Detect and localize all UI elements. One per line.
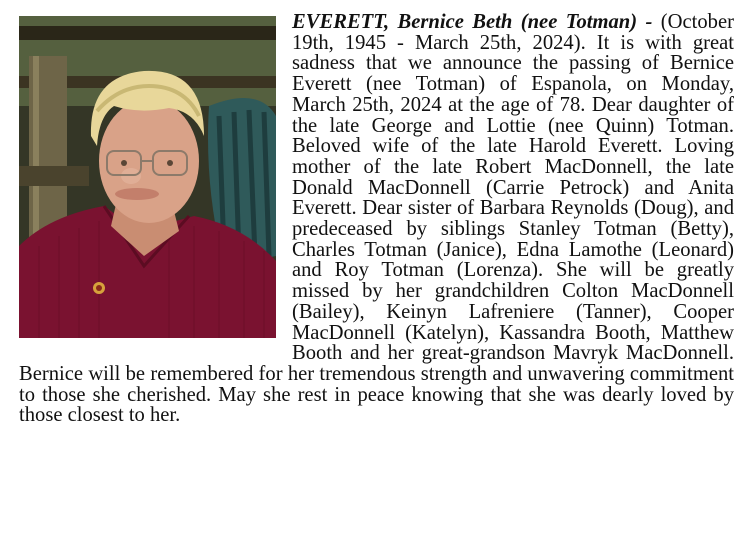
portrait-illustration xyxy=(19,16,276,338)
portrait-photo xyxy=(19,16,276,338)
obituary-body: (October 19th, 1945 - March 25th, 2024). It is with great sadness that we announce the passing of Bernice Everett (nee Totman) of Espanola, on Monday, March 25th, 2024 at the age of 78. Dear daughter of the late George and Lottie (nee Quinn) Totman. Beloved wife of the late Harold Everett. Loving mother of the late Robert MacDonnell, the late Donald MacDonnell (Carrie Petrock) and Anita Everett. Dear sister of Barbara Reynolds (Doug), and predeceased by siblings Stanley Totman (Betty), Charles Totman (Janice), Edna Lamothe (Leonard) and Roy Totman (Lorenza). She will be greatly missed by her grandchildren Colton MacDonnell (Bailey), Keinyn Lafreniere (Tanner), Cooper MacDonnell (Katelyn), Kassandra Booth, Matthew Booth and her great-grandson Mavryk MacDonnell. Bernice will be remembered for her tremendous strength and unwavering commitment to those she cherished. May she rest in peace knowing that she was dearly loved by those closest to her. xyxy=(19,11,734,427)
obituary-heading: EVERETT, Bernice Beth (nee Totman) - xyxy=(292,11,653,33)
